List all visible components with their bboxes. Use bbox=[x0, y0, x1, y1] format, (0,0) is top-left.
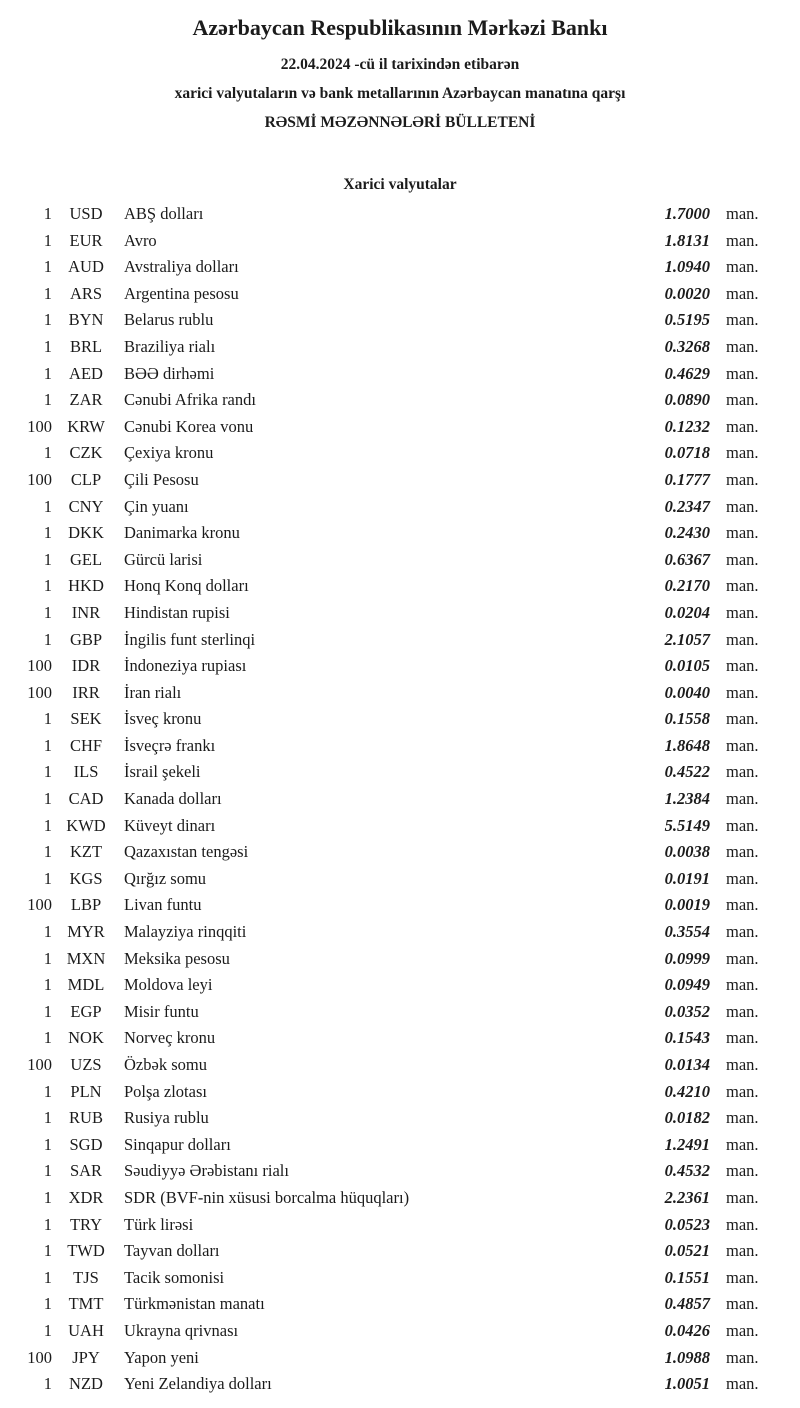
currency-quantity: 1 bbox=[43, 549, 52, 569]
currency-unit-label: man. bbox=[726, 416, 759, 436]
currency-rate: 0.1543 bbox=[664, 1028, 710, 1048]
currency-name: Polşa zlotası bbox=[124, 1081, 207, 1101]
currency-name: Çexiya kronu bbox=[124, 443, 214, 463]
currency-code: ILS bbox=[73, 762, 99, 782]
bulletin-scope-line: xarici valyutaların və bank metallarının Azərbaycan manatına qarşı bbox=[174, 85, 626, 102]
currency-rate: 0.1232 bbox=[664, 416, 710, 436]
currency-code: RUB bbox=[69, 1108, 103, 1128]
currency-rate: 1.2491 bbox=[664, 1134, 710, 1154]
currency-row bbox=[10, 334, 770, 361]
currency-code: KRW bbox=[67, 416, 105, 436]
currency-name: SDR (BVF-nin xüsusi borcalma hüquqları) bbox=[124, 1187, 410, 1207]
currency-quantity: 1 bbox=[43, 1108, 52, 1128]
currency-rate: 1.0940 bbox=[664, 257, 710, 277]
currency-name: Qırğız somu bbox=[124, 868, 207, 888]
currency-code: IRR bbox=[72, 682, 100, 702]
currency-rate: 2.1057 bbox=[664, 629, 710, 649]
currency-row bbox=[10, 228, 770, 255]
currency-row bbox=[10, 1212, 770, 1239]
currency-rate: 0.3268 bbox=[664, 336, 710, 356]
currency-name: Meksika pesosu bbox=[124, 948, 230, 968]
currency-rate: 0.0040 bbox=[664, 682, 710, 702]
currency-unit-label: man. bbox=[726, 549, 759, 569]
currency-rate: 0.0426 bbox=[664, 1320, 710, 1340]
currency-quantity: 1 bbox=[43, 443, 52, 463]
currency-code: KZT bbox=[69, 842, 103, 862]
currency-row bbox=[10, 414, 770, 441]
currency-unit-label: man. bbox=[726, 390, 759, 410]
currency-unit-label: man. bbox=[726, 709, 759, 729]
currency-unit-label: man. bbox=[726, 629, 759, 649]
currency-rate: 0.4210 bbox=[664, 1081, 710, 1101]
currency-code: BYN bbox=[68, 310, 104, 330]
currency-rate: 5.5149 bbox=[664, 815, 710, 835]
currency-quantity: 100 bbox=[27, 682, 52, 702]
currency-quantity: 100 bbox=[27, 1055, 52, 1074]
currency-unit-label: man. bbox=[726, 363, 759, 383]
currency-row bbox=[10, 1371, 770, 1398]
currency-rate: 0.5195 bbox=[664, 310, 710, 330]
currency-quantity: 1 bbox=[43, 1267, 52, 1287]
currency-name: BƏƏ dirhəmi bbox=[124, 363, 215, 383]
currency-rate: 0.0019 bbox=[664, 895, 710, 915]
currency-name: Rusiya rublu bbox=[124, 1108, 209, 1128]
currency-code: MDL bbox=[67, 975, 105, 995]
currency-quantity: 1 bbox=[43, 230, 52, 250]
currency-rate: 0.2347 bbox=[664, 496, 710, 516]
currency-rate: 0.0352 bbox=[664, 1001, 710, 1021]
currency-name: İsveç kronu bbox=[124, 709, 202, 729]
currency-code: CHF bbox=[69, 735, 103, 755]
currency-rate: 2.2361 bbox=[664, 1187, 710, 1207]
currency-rate: 0.2170 bbox=[664, 576, 710, 596]
currency-row bbox=[10, 786, 770, 813]
currency-rate: 0.3554 bbox=[664, 922, 710, 942]
currency-code: MXN bbox=[66, 948, 106, 968]
currency-unit-label: man. bbox=[726, 1055, 759, 1074]
currency-unit-label: man. bbox=[726, 735, 759, 755]
currency-row bbox=[10, 680, 770, 707]
currency-code: JPY bbox=[72, 1347, 100, 1367]
currency-unit-label: man. bbox=[726, 895, 759, 915]
currency-name: Tayvan dolları bbox=[124, 1241, 220, 1261]
currency-quantity: 100 bbox=[27, 469, 52, 489]
currency-quantity: 1 bbox=[43, 1214, 52, 1234]
currency-rate: 1.0051 bbox=[664, 1374, 710, 1394]
currency-name: Gürcü larisi bbox=[124, 549, 203, 569]
currency-row bbox=[10, 733, 770, 760]
currency-name: Hindistan rupisi bbox=[124, 602, 230, 622]
currency-name: Kanada dolları bbox=[124, 789, 222, 809]
currency-rate: 1.0988 bbox=[664, 1347, 710, 1367]
currency-row bbox=[10, 653, 770, 680]
currency-rate: 1.7000 bbox=[664, 204, 710, 223]
currency-quantity: 1 bbox=[43, 1187, 52, 1207]
currency-row bbox=[10, 1132, 770, 1159]
currency-quantity: 1 bbox=[43, 1241, 52, 1261]
currency-unit-label: man. bbox=[726, 336, 759, 356]
currency-quantity: 100 bbox=[27, 416, 52, 436]
currency-unit-label: man. bbox=[726, 1081, 759, 1101]
currency-name: Moldova leyi bbox=[124, 975, 213, 995]
currency-rate: 0.0521 bbox=[664, 1241, 710, 1261]
currency-quantity: 1 bbox=[43, 1081, 52, 1101]
currency-unit-label: man. bbox=[726, 868, 759, 888]
currency-rate: 0.4522 bbox=[664, 762, 710, 782]
currency-code: SAR bbox=[69, 1161, 103, 1181]
currency-quantity: 1 bbox=[43, 496, 52, 516]
currency-row bbox=[10, 281, 770, 308]
currency-code: KWD bbox=[66, 815, 106, 835]
currency-quantity: 1 bbox=[43, 1320, 52, 1340]
currency-rate: 0.0105 bbox=[664, 656, 710, 676]
currency-unit-label: man. bbox=[726, 656, 759, 676]
currency-row bbox=[10, 1238, 770, 1265]
currency-row bbox=[10, 972, 770, 999]
currency-unit-label: man. bbox=[726, 1108, 759, 1128]
currency-rate: 0.4629 bbox=[664, 363, 710, 383]
currency-code: DKK bbox=[68, 523, 104, 543]
currency-code: MYR bbox=[67, 922, 105, 942]
currency-name: İran rialı bbox=[124, 682, 182, 702]
currency-quantity: 1 bbox=[43, 789, 52, 809]
currency-row bbox=[10, 919, 770, 946]
currency-code: ARS bbox=[69, 283, 103, 303]
currency-row bbox=[10, 1265, 770, 1292]
currency-quantity: 1 bbox=[43, 762, 52, 782]
currency-name: Honq Konq dolları bbox=[124, 576, 249, 596]
currency-unit-label: man. bbox=[726, 948, 759, 968]
currency-quantity: 1 bbox=[43, 310, 52, 330]
currency-row bbox=[10, 440, 770, 467]
currency-unit-label: man. bbox=[726, 1267, 759, 1287]
currency-row bbox=[10, 547, 770, 574]
currency-rate: 0.1551 bbox=[664, 1267, 710, 1287]
currency-row bbox=[10, 627, 770, 654]
currency-quantity: 1 bbox=[43, 1001, 52, 1021]
currency-unit-label: man. bbox=[726, 1214, 759, 1234]
currency-unit-label: man. bbox=[726, 523, 759, 543]
currency-code: CAD bbox=[68, 789, 104, 809]
currency-code: EUR bbox=[69, 230, 103, 250]
currency-unit-label: man. bbox=[726, 204, 759, 223]
currency-name: Yeni Zelandiya dolları bbox=[124, 1374, 272, 1394]
currency-code: TRY bbox=[69, 1214, 103, 1234]
currency-unit-label: man. bbox=[726, 1028, 759, 1048]
currency-unit-label: man. bbox=[726, 1347, 759, 1367]
currency-rate: 1.8131 bbox=[664, 230, 710, 250]
currency-rate: 0.0204 bbox=[664, 602, 710, 622]
currency-quantity: 1 bbox=[43, 1374, 52, 1394]
currency-code: IDR bbox=[71, 656, 101, 676]
currency-code: CZK bbox=[69, 443, 103, 463]
currency-rate: 0.0182 bbox=[664, 1108, 710, 1128]
currency-row bbox=[10, 946, 770, 973]
currency-name: Yapon yeni bbox=[124, 1347, 199, 1367]
currency-name: Norveç kronu bbox=[124, 1028, 216, 1048]
currency-unit-label: man. bbox=[726, 1187, 759, 1207]
currency-name: Livan funtu bbox=[124, 895, 202, 915]
currency-row bbox=[10, 1025, 770, 1052]
currency-rate: 0.0134 bbox=[664, 1055, 710, 1074]
currency-code: USD bbox=[69, 204, 103, 223]
currency-rate: 0.0523 bbox=[664, 1214, 710, 1234]
currency-unit-label: man. bbox=[726, 1134, 759, 1154]
currency-row bbox=[10, 573, 770, 600]
currency-quantity: 1 bbox=[43, 1028, 52, 1048]
currency-code: UAH bbox=[68, 1320, 104, 1340]
currency-rate: 0.4532 bbox=[664, 1161, 710, 1181]
currency-code: HKD bbox=[68, 576, 104, 596]
currency-unit-label: man. bbox=[726, 496, 759, 516]
currency-row bbox=[10, 1079, 770, 1106]
currency-quantity: 1 bbox=[43, 283, 52, 303]
currency-code: KGS bbox=[69, 868, 103, 888]
currency-quantity: 1 bbox=[43, 1134, 52, 1154]
currency-rate: 0.0890 bbox=[664, 390, 710, 410]
currency-quantity: 1 bbox=[43, 363, 52, 383]
currency-code: INR bbox=[71, 602, 101, 622]
currency-unit-label: man. bbox=[726, 1294, 759, 1314]
currency-unit-label: man. bbox=[726, 257, 759, 277]
currency-row bbox=[10, 759, 770, 786]
currency-row bbox=[10, 839, 770, 866]
currency-code: XDR bbox=[68, 1187, 104, 1207]
currency-code: TMT bbox=[68, 1294, 104, 1314]
currency-name: İndoneziya rupiası bbox=[124, 656, 247, 676]
currency-code: NZD bbox=[69, 1374, 103, 1394]
currency-unit-label: man. bbox=[726, 1001, 759, 1021]
currency-code: TWD bbox=[67, 1241, 105, 1261]
currency-code: SGD bbox=[69, 1134, 103, 1154]
currency-code: ZAR bbox=[69, 390, 103, 410]
currency-name: Cənubi Afrika randı bbox=[124, 390, 256, 410]
currency-code: SEK bbox=[70, 709, 102, 729]
currency-unit-label: man. bbox=[726, 682, 759, 702]
currency-row bbox=[10, 361, 770, 388]
currency-name: Avstraliya dolları bbox=[124, 257, 239, 277]
currency-unit-label: man. bbox=[726, 469, 759, 489]
currency-quantity: 1 bbox=[43, 257, 52, 277]
currency-rate: 0.1777 bbox=[664, 469, 710, 489]
currency-name: İsveçrə frankı bbox=[124, 735, 216, 755]
currency-rate: 0.0949 bbox=[664, 975, 710, 995]
currency-code: UZS bbox=[70, 1055, 102, 1074]
currency-quantity: 100 bbox=[27, 656, 52, 676]
currency-quantity: 1 bbox=[43, 1161, 52, 1181]
currency-code: CNY bbox=[68, 496, 104, 516]
currency-name: Tacik somonisi bbox=[124, 1267, 225, 1287]
currency-unit-label: man. bbox=[726, 842, 759, 862]
currency-rate: 0.0038 bbox=[664, 842, 710, 862]
currency-row bbox=[10, 1291, 770, 1318]
currency-row bbox=[10, 999, 770, 1026]
currency-name: Braziliya rialı bbox=[124, 336, 216, 356]
currency-code: CLP bbox=[70, 469, 102, 489]
currency-row bbox=[10, 813, 770, 840]
currency-name: İsrail şekeli bbox=[124, 762, 201, 782]
bulletin-name-line: RƏSMİ MƏZƏNNƏLƏRİ BÜLLETENİ bbox=[264, 114, 536, 131]
currency-rate: 0.2430 bbox=[664, 523, 710, 543]
currency-code: PLN bbox=[70, 1081, 102, 1101]
currency-row bbox=[10, 520, 770, 547]
currency-unit-label: man. bbox=[726, 602, 759, 622]
currency-name: Çin yuanı bbox=[124, 496, 189, 516]
currency-row bbox=[10, 1318, 770, 1345]
section-title-foreign-currencies: Xarici valyutalar bbox=[343, 176, 457, 193]
bulletin-date-line: 22.04.2024 -cü il tarixindən etibarən bbox=[280, 56, 520, 73]
currency-code: AUD bbox=[68, 257, 104, 277]
currency-name: Səudiyyə Ərəbistanı rialı bbox=[124, 1161, 289, 1181]
currency-rate: 0.0718 bbox=[664, 443, 710, 463]
currency-name: İngilis funt sterlinqi bbox=[124, 629, 256, 649]
currency-unit-label: man. bbox=[726, 443, 759, 463]
currency-name: Misir funtu bbox=[124, 1001, 199, 1021]
currency-unit-label: man. bbox=[726, 310, 759, 330]
currency-code: AED bbox=[69, 363, 103, 383]
currency-name: Cənubi Korea vonu bbox=[124, 416, 254, 436]
currency-quantity: 1 bbox=[43, 709, 52, 729]
currency-quantity: 100 bbox=[27, 895, 52, 915]
currency-code: TJS bbox=[73, 1267, 99, 1287]
currency-row bbox=[10, 600, 770, 627]
currency-unit-label: man. bbox=[726, 789, 759, 809]
currency-quantity: 1 bbox=[43, 576, 52, 596]
currency-rate: 0.0999 bbox=[664, 948, 710, 968]
currency-unit-label: man. bbox=[726, 283, 759, 303]
currency-unit-label: man. bbox=[726, 1320, 759, 1340]
currency-code: GEL bbox=[69, 549, 103, 569]
currency-unit-label: man. bbox=[726, 1241, 759, 1261]
currency-row bbox=[10, 892, 770, 919]
currency-quantity: 1 bbox=[43, 629, 52, 649]
currency-quantity: 1 bbox=[43, 390, 52, 410]
currency-rate: 1.8648 bbox=[664, 735, 710, 755]
currency-rate: 0.1558 bbox=[664, 709, 710, 729]
currency-unit-label: man. bbox=[726, 975, 759, 995]
currency-quantity: 1 bbox=[43, 975, 52, 995]
currency-rate: 0.4857 bbox=[664, 1294, 710, 1314]
currency-rate: 0.0020 bbox=[664, 283, 710, 303]
currency-name: Türk lirəsi bbox=[124, 1214, 194, 1234]
currency-unit-label: man. bbox=[726, 576, 759, 596]
currency-code: EGP bbox=[70, 1001, 102, 1021]
currency-table bbox=[0, 201, 800, 1398]
currency-unit-label: man. bbox=[726, 1374, 759, 1394]
currency-rate: 1.2384 bbox=[664, 789, 710, 809]
currency-quantity: 1 bbox=[43, 735, 52, 755]
page-title: Azərbaycan Respublikasının Mərkəzi Bankı bbox=[192, 15, 608, 40]
currency-quantity: 1 bbox=[43, 922, 52, 942]
currency-quantity: 1 bbox=[43, 868, 52, 888]
currency-rate: 0.6367 bbox=[664, 549, 710, 569]
currency-row bbox=[10, 494, 770, 521]
currency-quantity: 1 bbox=[43, 948, 52, 968]
currency-name: Küveyt dinarı bbox=[124, 815, 216, 835]
currency-code: NOK bbox=[68, 1028, 104, 1048]
currency-name: Belarus rublu bbox=[124, 310, 214, 330]
currency-quantity: 1 bbox=[43, 204, 52, 223]
currency-name: Çili Pesosu bbox=[124, 469, 199, 489]
currency-row bbox=[10, 201, 770, 228]
currency-name: Sinqapur dolları bbox=[124, 1134, 231, 1154]
bulletin-header bbox=[0, 0, 800, 137]
currency-unit-label: man. bbox=[726, 762, 759, 782]
currency-quantity: 1 bbox=[43, 1294, 52, 1314]
currency-name: Ukrayna qrivnası bbox=[124, 1320, 239, 1340]
currency-row bbox=[10, 706, 770, 733]
currency-quantity: 1 bbox=[43, 336, 52, 356]
currency-name: Avro bbox=[124, 230, 157, 250]
currency-row bbox=[10, 467, 770, 494]
currency-unit-label: man. bbox=[726, 230, 759, 250]
currency-name: Argentina pesosu bbox=[124, 283, 239, 303]
currency-name: Qazaxıstan tengəsi bbox=[124, 842, 249, 862]
currency-quantity: 100 bbox=[27, 1347, 52, 1367]
currency-unit-label: man. bbox=[726, 1161, 759, 1181]
currency-row bbox=[10, 254, 770, 281]
currency-row bbox=[10, 1052, 770, 1079]
currency-rate: 0.0191 bbox=[664, 868, 710, 888]
currency-name: Danimarka kronu bbox=[124, 523, 240, 543]
currency-row bbox=[10, 307, 770, 334]
currency-name: Özbək somu bbox=[124, 1055, 207, 1074]
currency-row bbox=[10, 1105, 770, 1132]
currency-code: GBP bbox=[69, 629, 103, 649]
currency-row bbox=[10, 1158, 770, 1185]
currency-name: ABŞ dolları bbox=[124, 204, 204, 223]
currency-row bbox=[10, 387, 770, 414]
currency-name: Malayziya rinqqiti bbox=[124, 922, 247, 942]
currency-unit-label: man. bbox=[726, 815, 759, 835]
currency-name: Türkmənistan manatı bbox=[124, 1294, 265, 1314]
currency-code: BRL bbox=[69, 336, 103, 356]
currency-row bbox=[10, 866, 770, 893]
currency-quantity: 1 bbox=[43, 523, 52, 543]
currency-row bbox=[10, 1185, 770, 1212]
currency-quantity: 1 bbox=[43, 602, 52, 622]
currency-code: LBP bbox=[70, 895, 102, 915]
currency-quantity: 1 bbox=[43, 842, 52, 862]
currency-quantity: 1 bbox=[43, 815, 52, 835]
currency-row bbox=[10, 1345, 770, 1372]
currency-unit-label: man. bbox=[726, 922, 759, 942]
